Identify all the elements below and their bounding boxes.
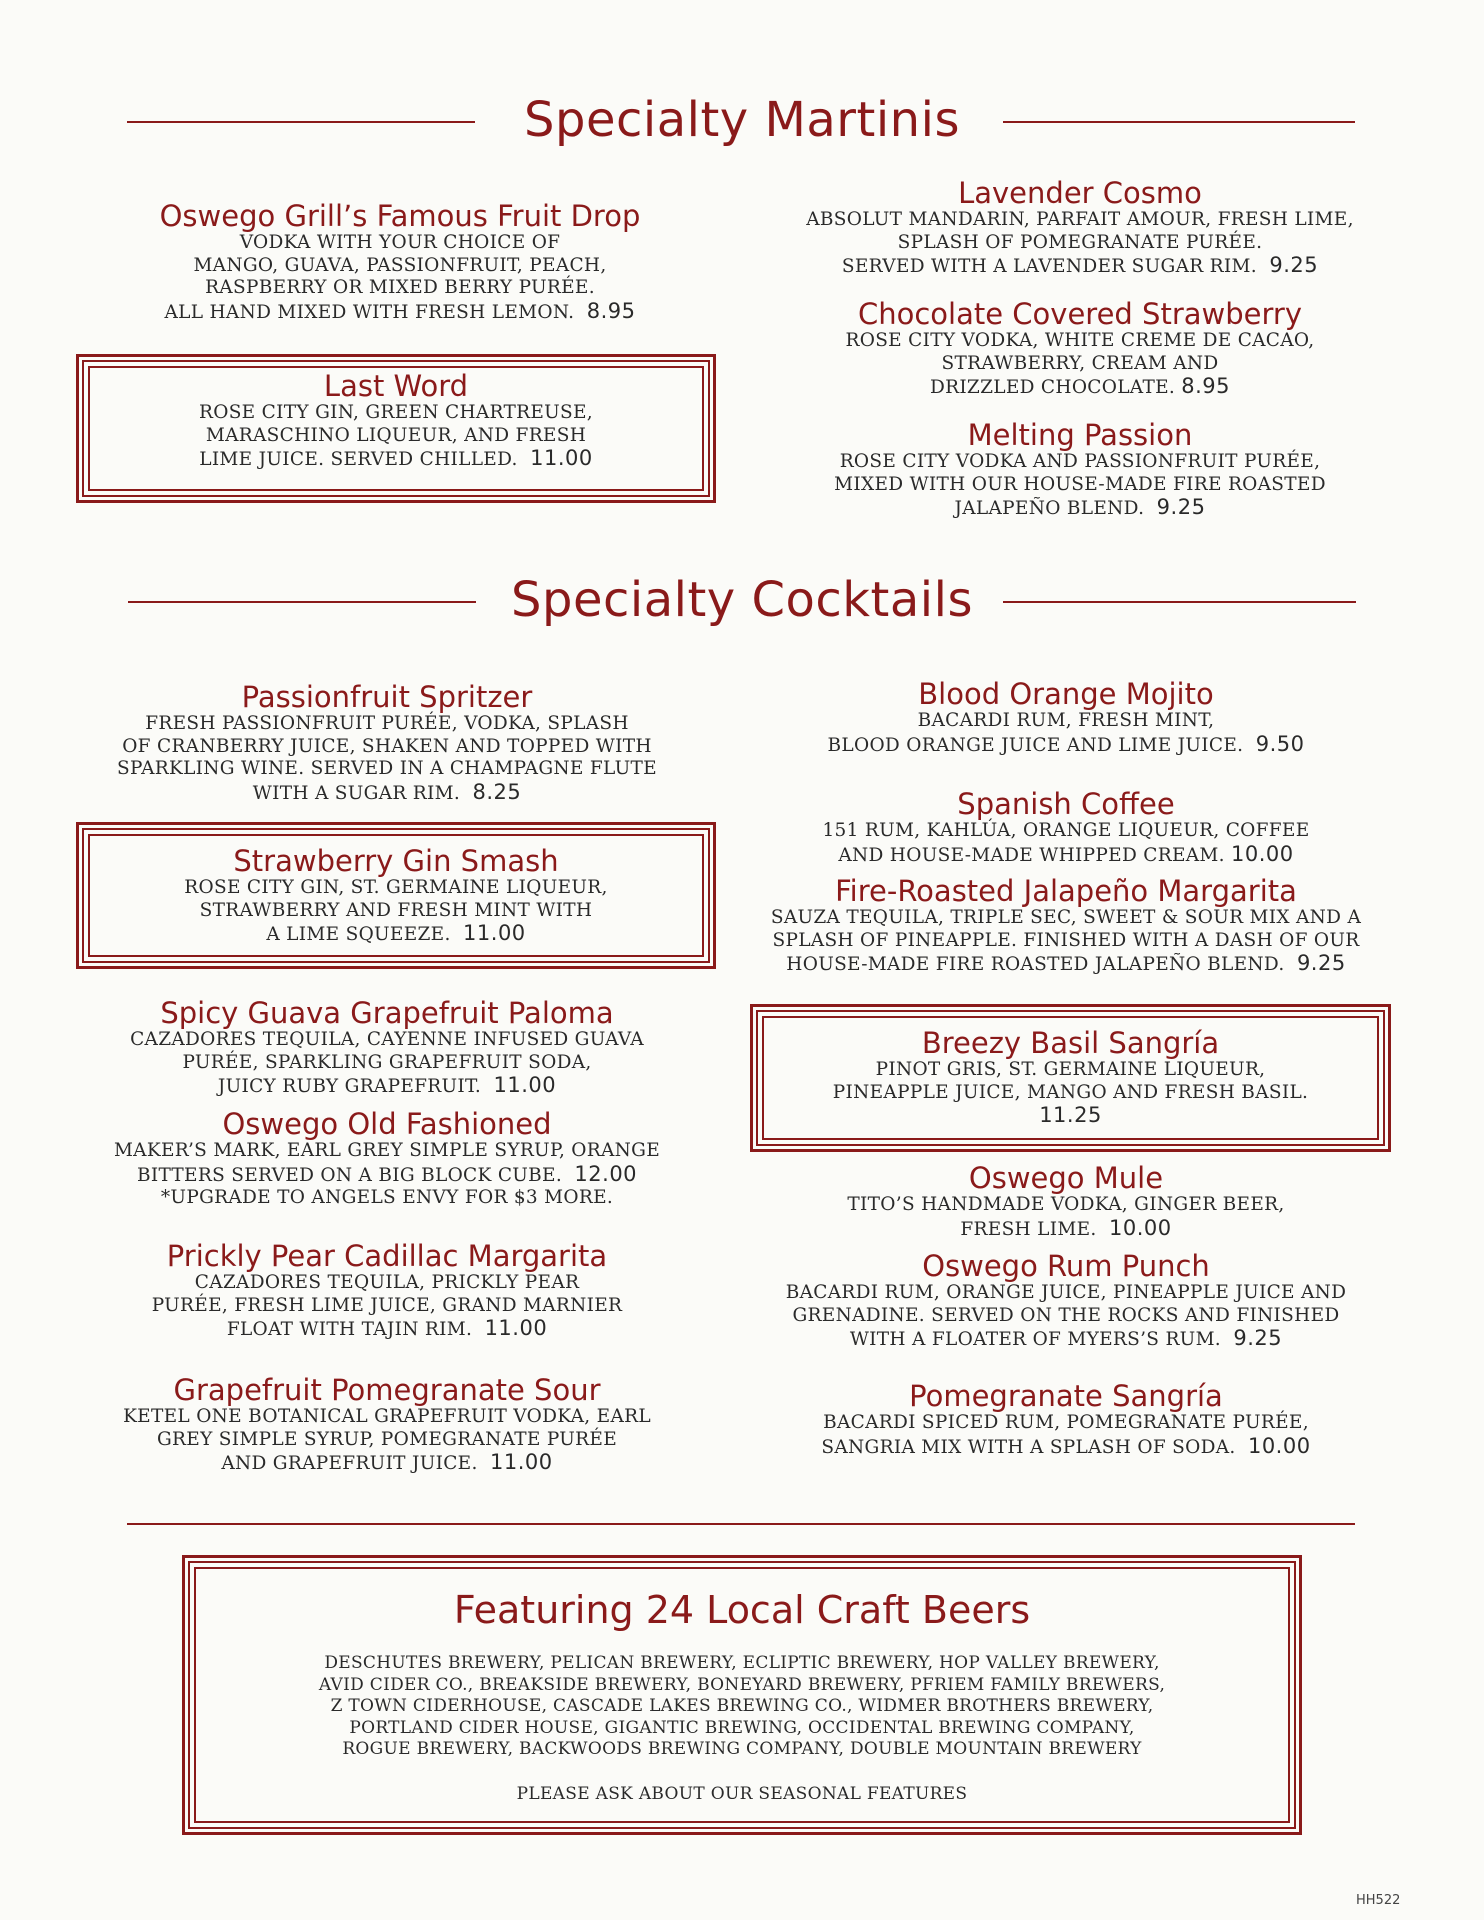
item-price: 9.25 xyxy=(1269,253,1319,277)
item-description: ROSE CITY GIN, ST. GERMAINE LIQUEUR, STRAWBERRY AND FRESH MINT WITH A LIME SQUEEZE. 11.00 xyxy=(184,877,608,945)
beers-title: Featuring 24 Local Craft Beers xyxy=(453,1588,1031,1632)
item-price: 8.25 xyxy=(472,779,522,804)
menu-item-spanish-coffee xyxy=(746,788,1386,867)
martinis-section-title: Specialty Martinis xyxy=(524,92,960,148)
item-description: CAZADORES TEQUILA, CAYENNE INFUSED GUAVA PURÉE, SPARKLING GRAPEFRUIT SODA, JUICY RUBY GRAPEFRUIT. 11.00 xyxy=(130,1029,644,1097)
item-description: MAKER’S MARK, EARL GREY SIMPLE SYRUP, ORANGE BITTERS SERVED ON A BIG BLOCK CUBE. 12.00 *UPGRADE TO ANGELS ENVY FOR $3 MORE. xyxy=(67,1140,707,1210)
menu-item-last-word xyxy=(76,370,716,472)
item-price: 11.00 xyxy=(530,446,593,470)
menu-item-passionfruit-spritzer xyxy=(67,681,707,805)
item-name: Spicy Guava Grapefruit Paloma xyxy=(160,996,614,1030)
item-price: 9.25 xyxy=(1233,1326,1283,1350)
item-price: 9.25 xyxy=(1296,951,1346,975)
item-name: Passionfruit Spritzer xyxy=(241,680,533,714)
item-price: 9.50 xyxy=(1255,731,1305,756)
item-description: BACARDI RUM, ORANGE JUICE, PINEAPPLE JUICE AND GRENADINE. SERVED ON THE ROCKS AND FINISHED WITH A FLOATER OF MYERS’S RUM. 9.25 xyxy=(785,1282,1347,1350)
menu-item-grapefruit-sour xyxy=(67,1374,707,1476)
beers-list xyxy=(0,1653,1484,1761)
beers-seasonal-note: PLEASE ASK ABOUT OUR SEASONAL FEATURES xyxy=(516,1784,968,1804)
menu-item-strawberry-gin-smash xyxy=(76,845,716,947)
item-description: CAZADORES TEQUILA, PRICKLY PEAR PURÉE, FRESH LIME JUICE, GRAND MARNIER FLOAT WITH TAJIN RIM. 11.00 xyxy=(151,1272,623,1340)
item-name: Oswego Rum Punch xyxy=(922,1249,1210,1283)
item-name: Lavender Cosmo xyxy=(958,176,1202,210)
item-description: KETEL ONE BOTANICAL GRAPEFRUIT VODKA, EARL GREY SIMPLE SYRUP, POMEGRANATE PURÉE AND GRAPEFRUIT JUICE. 11.00 xyxy=(123,1406,651,1474)
item-name: Last Word xyxy=(323,369,469,403)
item-name: Strawberry Gin Smash xyxy=(233,844,559,878)
item-price: 11.00 xyxy=(490,1450,553,1474)
item-price: 11.00 xyxy=(493,1073,557,1097)
item-description: BACARDI SPICED RUM, POMEGRANATE PURÉE, SANGRIA MIX WITH A SPLASH OF SODA. 10.00 xyxy=(821,1412,1311,1458)
item-note: *UPGRADE TO ANGELS ENVY FOR $3 MORE. xyxy=(160,1187,614,1208)
item-price: 11.00 xyxy=(484,1316,548,1340)
menu-item-old-fashioned xyxy=(67,1108,707,1210)
menu-item-jalapeno-margarita xyxy=(746,875,1386,977)
menu-item-rum-punch xyxy=(746,1250,1386,1352)
item-name: Blood Orange Mojito xyxy=(918,677,1214,711)
menu-item-basil-sangria xyxy=(750,1027,1391,1129)
item-price: 10.00 xyxy=(1247,1433,1311,1458)
item-price: 10.00 xyxy=(1108,1215,1172,1240)
item-description: TITO’S HANDMADE VODKA, GINGER BEER, FRESH LIME. 10.00 xyxy=(847,1194,1285,1240)
beers-divider-rule xyxy=(127,1523,1355,1525)
item-description: 151 RUM, KAHLÚA, ORANGE LIQUEUR, COFFEE AND HOUSE-MADE WHIPPED CREAM. 10.00 xyxy=(822,820,1310,866)
cocktails-section-title: Specialty Cocktails xyxy=(511,572,973,628)
menu-item-oswego-mule xyxy=(746,1162,1386,1241)
item-description: VODKA WITH YOUR CHOICE OF MANGO, GUAVA, PASSIONFRUIT, PEACH, RASPBERRY OR MIXED BERRY PURÉE. ALL HAND MIXED WITH FRESH LEMON. 8.95 xyxy=(164,232,636,323)
item-price: 10.00 xyxy=(1231,841,1294,866)
beers-line: ROGUE BREWERY, BACKWOODS BREWING COMPANY, DOUBLE MOUNTAIN BREWERY xyxy=(342,1739,1142,1759)
item-name: Fire-Roasted Jalapeño Margarita xyxy=(835,874,1297,908)
item-name: Oswego Mule xyxy=(968,1161,1164,1195)
beers-line: AVID CIDER CO., BREAKSIDE BREWERY, BONEYARD BREWERY, PFRIEM FAMILY BREWERS, xyxy=(318,1674,1166,1695)
item-price: 8.95 xyxy=(1181,374,1231,398)
item-description: SAUZA TEQUILA, TRIPLE SEC, SWEET & SOUR MIX AND A SPLASH OF PINEAPPLE. FINISHED WITH A DASH OF OUR HOUSE-MADE FIRE ROASTED JALAPEÑO BLEND. 9.25 xyxy=(770,907,1362,975)
item-description: ABSOLUT MANDARIN, PARFAIT AMOUR, FRESH LIME, SPLASH OF POMEGRANATE PURÉE. SERVED WITH A LAVENDER SUGAR RIM. 9.25 xyxy=(806,209,1354,277)
menu-item-blood-orange-mojito xyxy=(746,678,1386,757)
menu-item-lavender-cosmo xyxy=(760,177,1400,279)
beers-line: DESCHUTES BREWERY, PELICAN BREWERY, ECLIPTIC BREWERY, HOP VALLEY BREWERY, xyxy=(324,1653,1160,1673)
item-price: 9.25 xyxy=(1156,495,1206,519)
beers-line: Z TOWN CIDERHOUSE, CASCADE LAKES BREWING CO., WIDMER BROTHERS BREWERY, xyxy=(330,1696,1154,1716)
item-price: 12.00 xyxy=(574,1161,638,1186)
item-name: Pomegranate Sangría xyxy=(909,1379,1223,1413)
item-name: Oswego Old Fashioned xyxy=(222,1107,552,1141)
item-description: ROSE CITY VODKA, WHITE CREME DE CACAO, STRAWBERRY, CREAM AND DRIZZLED CHOCOLATE. 8.95 xyxy=(845,330,1315,398)
item-name: Chocolate Covered Strawberry xyxy=(857,297,1302,331)
beers-line: PORTLAND CIDER HOUSE, GIGANTIC BREWING, OCCIDENTAL BREWING COMPANY, xyxy=(349,1717,1135,1738)
menu-item-guava-paloma xyxy=(67,997,707,1099)
menu-item-melting-passion xyxy=(760,419,1400,521)
item-description: ROSE CITY GIN, GREEN CHARTREUSE, MARASCHINO LIQUEUR, AND FRESH LIME JUICE. SERVED CHILLED. 11.00 xyxy=(199,402,593,470)
item-name: Breezy Basil Sangría xyxy=(921,1026,1220,1060)
footer-code: HH522 xyxy=(1356,1893,1401,1908)
item-description: PINOT GRIS, ST. GERMAINE LIQUEUR, PINEAPPLE JUICE, MANGO AND FRESH BASIL. 11.25 xyxy=(832,1059,1309,1127)
item-price: 8.95 xyxy=(586,298,636,323)
menu-item-chocolate-strawberry xyxy=(760,298,1400,400)
menu-item-pomegranate-sangria xyxy=(746,1380,1386,1459)
menu-item-fruit-drop xyxy=(80,200,720,324)
item-name: Prickly Pear Cadillac Margarita xyxy=(166,1239,608,1273)
item-name: Melting Passion xyxy=(967,418,1193,452)
item-description: BACARDI RUM, FRESH MINT, BLOOD ORANGE JUICE AND LIME JUICE. 9.50 xyxy=(827,710,1305,756)
item-price: 11.00 xyxy=(463,921,526,945)
menu-item-prickly-pear-margarita xyxy=(67,1240,707,1342)
item-description: ROSE CITY VODKA AND PASSIONFRUIT PURÉE, MIXED WITH OUR HOUSE-MADE FIRE ROASTED JALAPEÑO BLEND. 9.25 xyxy=(834,451,1326,519)
item-name: Grapefruit Pomegranate Sour xyxy=(173,1373,601,1407)
item-price: 11.25 xyxy=(1039,1103,1102,1127)
item-description: FRESH PASSIONFRUIT PURÉE, VODKA, SPLASH OF CRANBERRY JUICE, SHAKEN AND TOPPED WITH SPARKLING WINE. SERVED IN A CHAMPAGNE FLUTE WITH A SUGAR RIM. 8.25 xyxy=(117,713,657,804)
item-name: Spanish Coffee xyxy=(957,787,1175,821)
item-name: Oswego Grill’s Famous Fruit Drop xyxy=(159,199,641,233)
